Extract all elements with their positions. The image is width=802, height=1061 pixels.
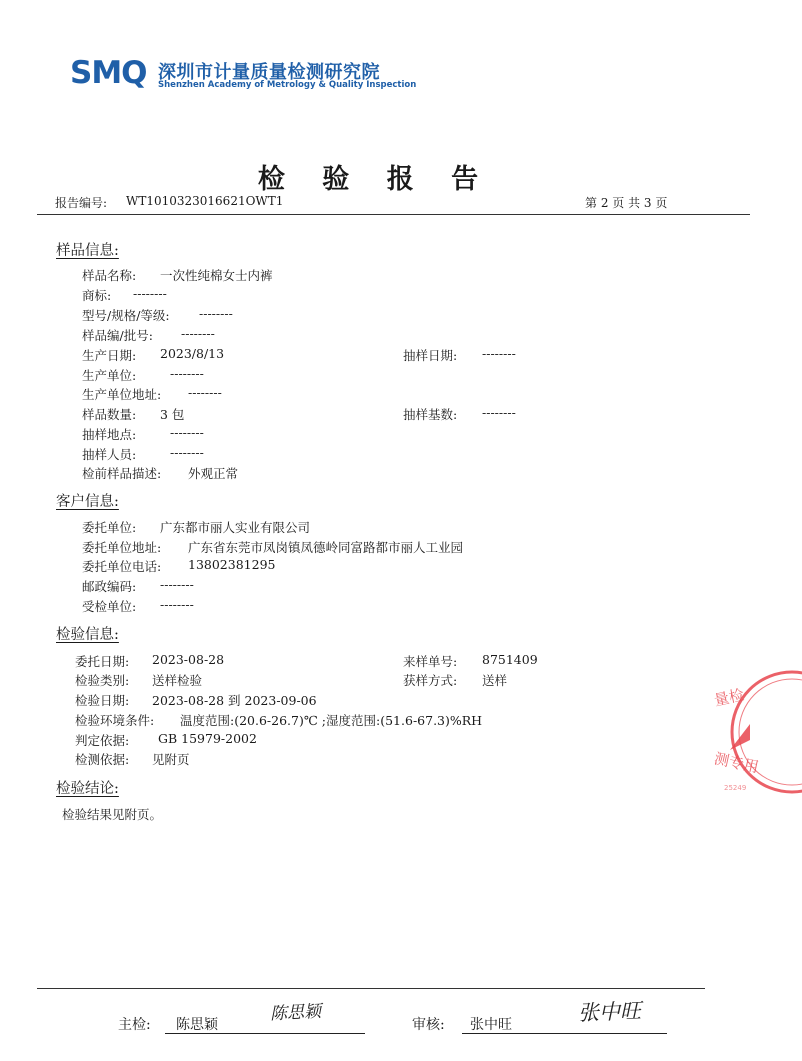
inspected-unit: -------- <box>160 597 194 612</box>
sample-quantity-label: 样品数量: <box>82 407 137 422</box>
svg-text:量检: 量检 <box>712 685 746 710</box>
batch-label: 样品编/批号: <box>82 328 153 343</box>
reviewer-label: 审核: <box>412 1017 445 1033</box>
inspector-signature: 陈思颖 <box>269 1001 322 1025</box>
environment-value: 温度范围:(20.6-26.7)℃ ;湿度范围:(51.6-67.3)%RH <box>180 713 483 728</box>
inspector-signature-line <box>165 1033 365 1034</box>
sample-name: 一次性纯棉女士内裤 <box>160 268 273 283</box>
section-conclusion: 检验结论: <box>56 781 119 797</box>
brand-value: -------- <box>133 286 167 301</box>
inspected-unit-label: 受检单位: <box>82 599 137 614</box>
model-value: -------- <box>199 306 233 321</box>
client-address: 广东省东莞市凤岗镇凤德岭同富路都市丽人工业园 <box>188 540 464 555</box>
producer-address-label: 生产单位地址: <box>82 387 162 402</box>
judgment-basis-label: 判定依据: <box>75 733 130 748</box>
zip-value: -------- <box>160 577 194 592</box>
client-phone-label: 委托单位电话: <box>82 559 162 574</box>
producer-value: -------- <box>170 366 204 381</box>
inspection-type: 送样检验 <box>152 673 203 688</box>
sample-method: 送样 <box>482 673 508 688</box>
client-label: 委托单位: <box>82 520 137 535</box>
page-info: 第 2 页 共 3 页 <box>585 196 668 210</box>
batch-value: -------- <box>181 326 215 341</box>
reviewer-signature-line <box>462 1033 667 1034</box>
sample-name-label: 样品名称: <box>82 268 137 283</box>
svg-text:测专用: 测专用 <box>712 749 761 777</box>
zip-label: 邮政编码: <box>82 579 137 594</box>
section-sample-info: 样品信息: <box>56 243 119 259</box>
production-date: 2023/8/13 <box>160 346 225 361</box>
reviewer-name: 张中旺 <box>470 1017 512 1033</box>
section-customer-info: 客户信息: <box>56 494 119 510</box>
sampling-date: -------- <box>482 346 516 361</box>
sample-method-label: 获样方式: <box>403 673 458 688</box>
judgment-basis: GB 15979-2002 <box>158 731 257 746</box>
client-address-label: 委托单位地址: <box>82 540 162 555</box>
inspection-type-label: 检验类别: <box>75 673 130 688</box>
logo-name-cn: 深圳市计量质量检测研究院 <box>158 62 380 83</box>
client-phone: 13802381295 <box>188 557 276 572</box>
sample-quantity: 3 包 <box>160 407 185 422</box>
sampling-base-label: 抽样基数: <box>403 407 458 422</box>
reviewer-signature: 张中旺 <box>577 998 642 1026</box>
environment-label: 检验环境条件: <box>75 713 155 728</box>
report-number-label: 报告编号: <box>55 196 108 210</box>
model-label: 型号/规格/等级: <box>82 308 170 323</box>
section-inspection-info: 检验信息: <box>56 627 119 643</box>
brand-label: 商标: <box>82 288 112 303</box>
header-divider <box>37 214 750 215</box>
sample-description-label: 检前样品描述: <box>82 466 162 481</box>
sampling-site-label: 抽样地点: <box>82 427 137 442</box>
sample-number: 8751409 <box>482 652 538 667</box>
sample-number-label: 来样单号: <box>403 654 458 669</box>
production-date-label: 生产日期: <box>82 348 137 363</box>
entrust-date-label: 委托日期: <box>75 654 130 669</box>
sampler-value: -------- <box>170 445 204 460</box>
logo-name-en: Shenzhen Academy of Metrology & Quality Inspection <box>158 80 417 90</box>
sampling-date-label: 抽样日期: <box>403 348 458 363</box>
test-basis: 见附页 <box>152 752 190 767</box>
test-basis-label: 检测依据: <box>75 752 130 767</box>
client-value: 广东都市丽人实业有限公司 <box>160 520 311 535</box>
sampler-label: 抽样人员: <box>82 447 137 462</box>
conclusion-text: 检验结果见附页。 <box>62 807 163 822</box>
footer-divider <box>37 988 705 989</box>
inspection-seal <box>712 662 802 802</box>
svg-text:25249: 25249 <box>724 784 747 792</box>
test-date: 2023-08-28 到 2023-09-06 <box>152 693 317 708</box>
document-title: 检 验 报 告 <box>257 164 493 195</box>
sampling-site: -------- <box>170 425 204 440</box>
producer-address: -------- <box>188 385 222 400</box>
sample-description: 外观正常 <box>188 466 239 481</box>
entrust-date: 2023-08-28 <box>152 652 225 667</box>
logo-smq: SMQ <box>70 55 147 91</box>
producer-label: 生产单位: <box>82 368 137 383</box>
inspector-name: 陈思颖 <box>176 1017 218 1033</box>
report-number: WT1010323016621OWT1 <box>126 194 284 208</box>
sampling-base: -------- <box>482 405 516 420</box>
inspector-label: 主检: <box>118 1017 151 1033</box>
test-date-label: 检验日期: <box>75 693 130 708</box>
